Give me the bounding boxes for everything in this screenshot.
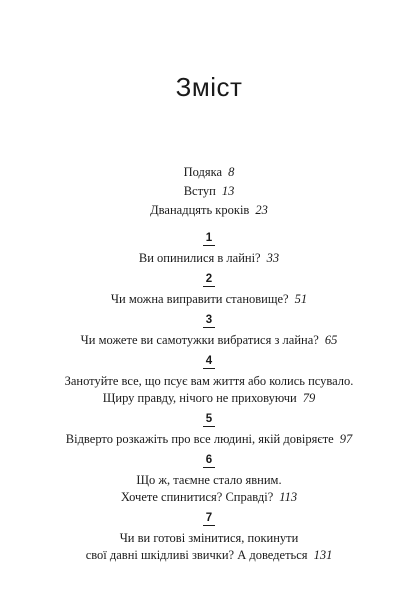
chapter-page: 113 xyxy=(279,490,298,504)
chapter-title-line: Що ж, таємне стало явним. xyxy=(136,473,282,487)
chapter-entry xyxy=(0,229,418,267)
toc-entry xyxy=(0,182,418,201)
chapter-entry xyxy=(0,451,418,506)
toc-entry-label: Вступ xyxy=(183,184,216,198)
toc-entry xyxy=(0,201,418,220)
toc-entry-label: Подяка xyxy=(183,165,223,179)
chapter-title-line: Чи можете ви самотужки вибратися з лайна? xyxy=(80,333,319,347)
chapter-title-line: Чи ви готові змінитися, покинути xyxy=(119,531,299,545)
chapter-title xyxy=(0,250,418,267)
chapter-number: 1 xyxy=(203,232,215,246)
chapter-entry xyxy=(0,410,418,448)
toc-entry-page: 8 xyxy=(228,165,235,179)
chapter-number: 3 xyxy=(203,314,215,328)
chapter-title xyxy=(0,291,418,308)
chapter-title-line: Відверто розкажіть про все людині, якій довіряєте xyxy=(65,432,334,446)
chapter-title-line: Ви опинилися в лайні? xyxy=(138,251,261,265)
page-title: Зміст xyxy=(175,72,243,102)
chapter-number: 4 xyxy=(203,355,215,369)
chapter-entry xyxy=(0,352,418,407)
toc-entry-label: Дванадцять кроків xyxy=(150,203,250,217)
chapter-number: 2 xyxy=(203,273,215,287)
chapter-page: 65 xyxy=(324,333,338,347)
chapter-entry xyxy=(0,509,418,564)
chapter-title xyxy=(0,547,418,564)
toc-entry-page: 23 xyxy=(255,203,268,217)
chapter-title xyxy=(0,390,418,407)
chapter-title-line: Хочете спинитися? Справді? xyxy=(120,490,274,504)
chapter-title-line: Занотуйте все, що псує вам життя або колись псувало. xyxy=(64,374,354,388)
chapter-title xyxy=(0,332,418,349)
front-matter-list xyxy=(0,163,418,220)
toc-entry xyxy=(0,163,418,182)
chapter-page: 79 xyxy=(302,391,316,405)
chapter-number: 5 xyxy=(203,413,215,427)
chapter-entry xyxy=(0,311,418,349)
chapter-page: 97 xyxy=(339,432,353,446)
chapter-title-line: Чи можна виправити становище? xyxy=(110,292,289,306)
chapter-page: 131 xyxy=(313,548,333,562)
chapter-page: 33 xyxy=(266,251,280,265)
chapter-title-line: Щиру правду, нічого не приховуючи xyxy=(102,391,297,405)
chapter-title xyxy=(0,489,418,506)
chapter-number: 7 xyxy=(203,512,215,526)
chapter-title-line: свої давні шкідливі звички? А доведеться xyxy=(85,548,308,562)
toc-entry-page: 13 xyxy=(221,184,235,198)
chapter-page: 51 xyxy=(294,292,308,306)
chapter-entry xyxy=(0,270,418,308)
chapter-title xyxy=(0,431,418,448)
chapter-number: 6 xyxy=(203,454,215,468)
